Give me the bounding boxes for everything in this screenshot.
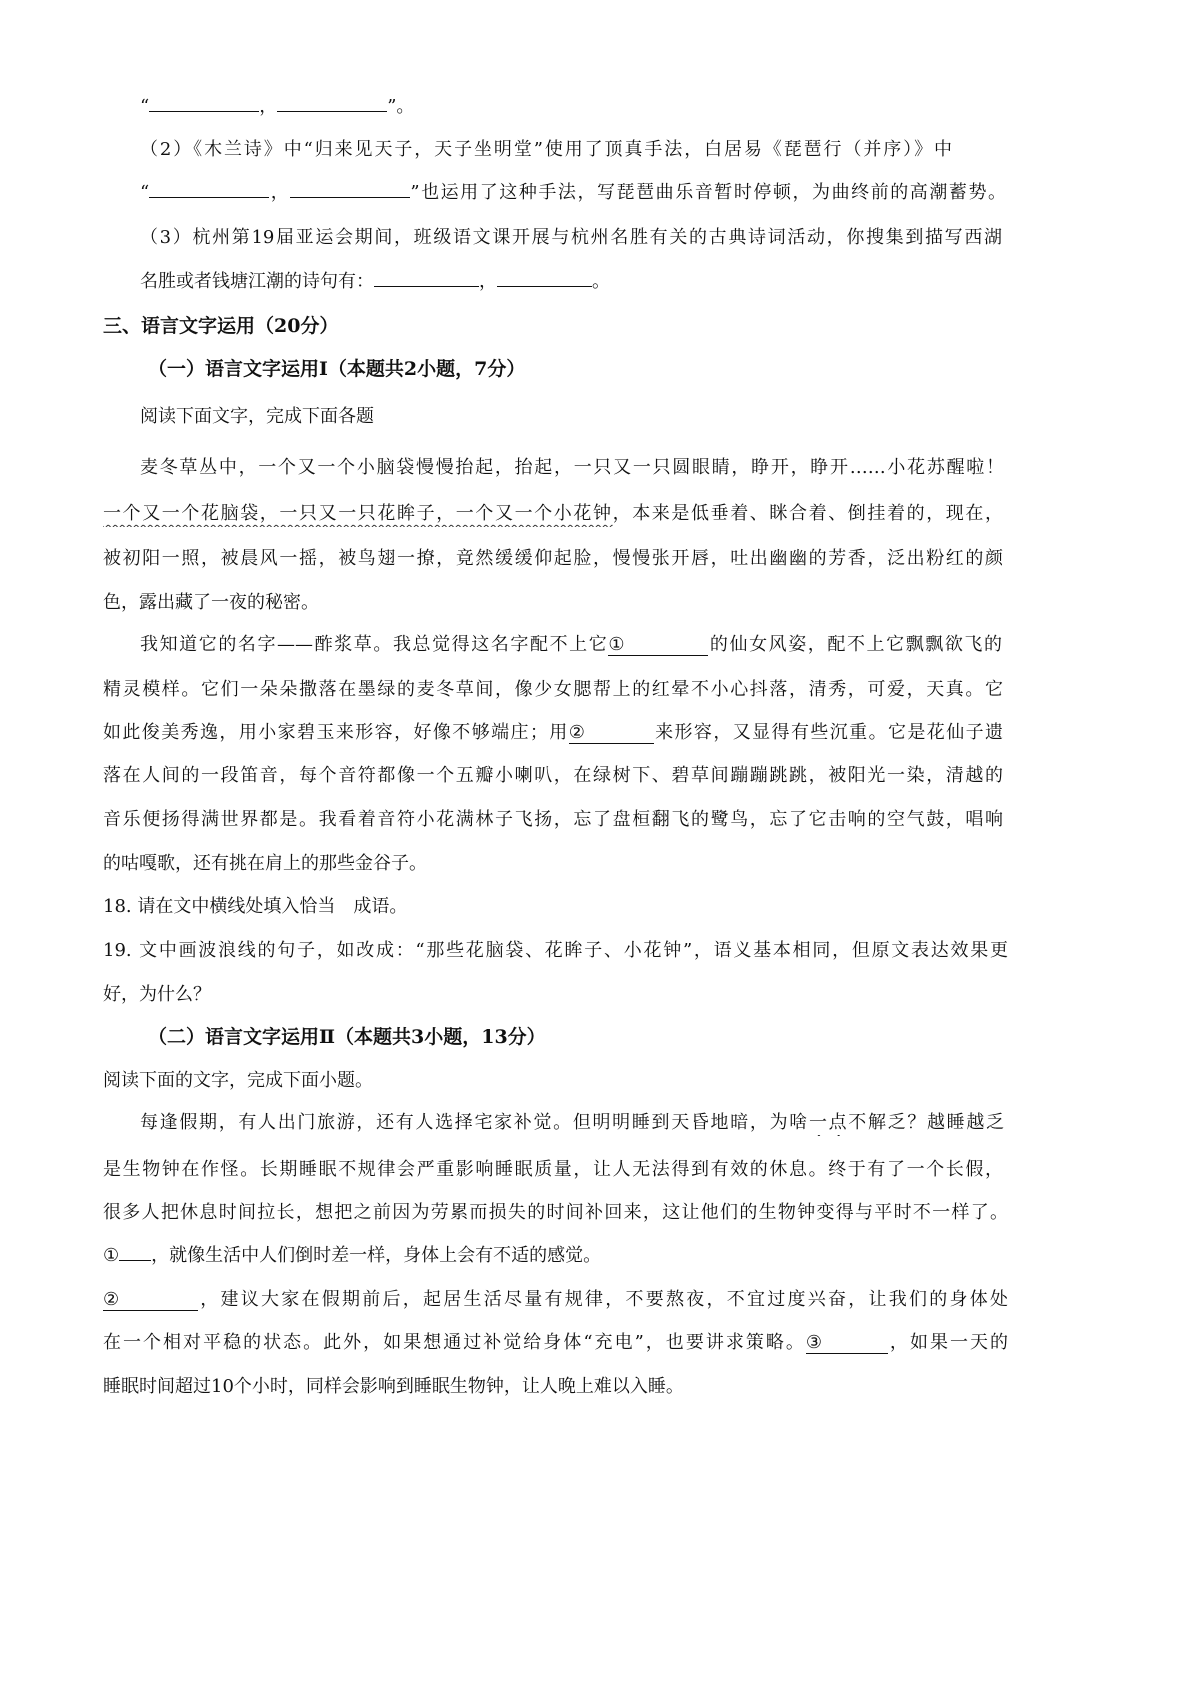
text-line	[103, 1330, 1008, 1356]
text-segment: 阅读下面的文字，完成下面小题。	[103, 1070, 373, 1091]
text-line	[140, 94, 414, 120]
text-segment: 被初阳一照，被晨风一摇，被鸟翅一撩，竟然缓缓仰起脸，慢慢张开唇，吐出幽幽的芳香，泛出粉红的颜	[103, 548, 1003, 569]
text-line	[103, 677, 1003, 703]
text-segment: 18. 请在文中横线处填入恰当 成语。	[103, 896, 408, 917]
text-line	[140, 225, 1002, 251]
text-line	[103, 1243, 601, 1269]
text-segment: 麦冬草丛中，一个又一个小脑袋慢慢抬起，抬起，一只又一只圆眼睛，睁开，睁开……小花苏醒啦！	[140, 457, 1004, 478]
text-segment: 名胜或者钱塘江潮的诗句有：	[140, 271, 374, 292]
text-segment: （3）杭州第19届亚运会期间，班级语文课开展与杭州名胜有关的古典诗词活动，你搜集到描写西湖	[140, 227, 1002, 248]
text-line	[103, 1374, 684, 1400]
text-segment: 不解乏？越睡越乏	[848, 1112, 1004, 1133]
text-segment: ，本来是低垂着、眯合着、倒挂着的，现在，	[612, 503, 1003, 524]
text-line	[103, 894, 407, 920]
text-segment: 音乐便扬得满世界都是。我看着音符小花满林子飞扬，忘了盘桓翻飞的鹭鸟，忘了它击响的空气鼓，唱响	[103, 809, 1003, 830]
text-line	[103, 720, 1003, 746]
text-segment: （一）语言文字运用Ⅰ（本题共2小题，7分）	[148, 358, 526, 380]
text-segment: 阅读下面文字，完成下面各题	[140, 406, 374, 427]
text-segment: ，就像生活中人们倒时差一样，身体上会有不适的感觉。	[151, 1245, 602, 1266]
text-line	[103, 763, 1003, 789]
fill-in-blank	[497, 286, 592, 287]
text-segment: ，	[259, 96, 278, 117]
text-segment: ①	[103, 1245, 120, 1266]
fill-in-blank	[374, 286, 479, 287]
text-segment: 是生物钟在作怪。长期睡眠不规律会严重影响睡眠质量，让人无法得到有效的休息。终于有了一个长假，	[103, 1159, 1003, 1180]
text-line	[140, 404, 374, 430]
section-heading	[103, 313, 338, 339]
text-segment: 好，为什么？	[103, 984, 211, 1005]
text-segment: 很多人把休息时间拉长，想把之前因为劳累而损失的时间补回来，这让他们的生物钟变得与平时不一样了。	[103, 1202, 1008, 1223]
section-heading	[148, 356, 525, 382]
text-segment: ”。	[387, 96, 415, 117]
text-line	[103, 546, 1003, 572]
text-line	[103, 501, 1003, 527]
text-segment: ，	[479, 271, 497, 292]
text-line	[103, 1068, 373, 1094]
text-segment: 19. 文中画波浪线的句子，如改成：“那些花脑袋、花眸子、小花钟”，语义基本相同，但原文表达效果更	[103, 940, 1008, 961]
wavy-underlined-sentence: 一个又一个花脑袋，一只又一只花眸子，一个又一个小花钟	[103, 503, 613, 524]
emphasis-dotted-text: 一点	[808, 1112, 849, 1133]
text-line	[140, 137, 952, 163]
text-segment: 的咕嘎歌，还有挑在肩上的那些金谷子。	[103, 853, 427, 874]
text-segment: 色，露出藏了一夜的秘密。	[103, 592, 319, 613]
text-segment: 三、语言文字运用（20分）	[103, 315, 339, 337]
text-segment: ，建议大家在假期前后，起居生活尽量有规律，不要熬夜，不宜过度兴奋，让我们的身体处	[198, 1289, 1008, 1310]
text-line	[103, 1200, 1008, 1226]
text-line	[103, 1287, 1008, 1313]
text-line	[140, 180, 1006, 206]
text-line	[103, 851, 427, 877]
text-segment: ”也运用了这种手法，写琵琶曲乐音暂时停顿，为曲终前的高潮蓄势。	[410, 182, 1006, 203]
text-line	[140, 269, 610, 295]
fill-in-blank	[290, 197, 410, 198]
text-segment: “	[140, 96, 150, 117]
text-segment: 每逢假期，有人出门旅游，还有人选择宅家补觉。但明明睡到天昏地暗，为啥	[140, 1112, 809, 1133]
fill-in-blank: ②	[103, 1290, 198, 1311]
text-segment: （二）语言文字运用Ⅱ（本题共3小题，13分）	[148, 1026, 546, 1048]
fill-in-blank: ③	[806, 1333, 888, 1354]
fill-in-blank	[119, 1260, 151, 1261]
text-segment: ，如果一天的	[887, 1332, 1008, 1353]
fill-in-blank: ①	[608, 635, 708, 656]
section-heading	[148, 1024, 546, 1050]
text-segment: 我知道它的名字——酢浆草。我总觉得这名字配不上它	[140, 634, 609, 655]
fill-in-blank	[149, 111, 259, 112]
text-segment: 睡眠时间超过10个小时，同样会影响到睡眠生物钟，让人晚上难以入睡。	[103, 1376, 684, 1397]
text-segment: ，	[269, 182, 291, 203]
text-line	[103, 982, 211, 1008]
text-segment: （2）《木兰诗》中“归来见天子，天子坐明堂”使用了顶真手法，白居易《琵琶行（并序）》中	[140, 139, 952, 160]
text-line	[140, 455, 1004, 481]
text-line	[103, 938, 1008, 964]
text-segment: “	[140, 182, 150, 203]
fill-in-blank: ②	[569, 723, 654, 744]
text-line	[103, 1157, 1003, 1183]
text-line	[140, 632, 1002, 658]
text-segment: 的仙女风姿，配不上它飘飘欲飞的	[708, 634, 1002, 655]
text-line	[103, 590, 319, 616]
text-line	[140, 1110, 1004, 1136]
text-segment: 来形容，又显得有些沉重。它是花仙子遗	[653, 722, 1003, 743]
text-segment: 。	[592, 271, 610, 292]
fill-in-blank	[277, 111, 387, 112]
text-segment: 落在人间的一段笛音，每个音符都像一个五瓣小喇叭，在绿树下、碧草间蹦蹦跳跳，被阳光一染，清越的	[103, 765, 1003, 786]
text-segment: 如此俊美秀逸，用小家碧玉来形容，好像不够端庄；用	[103, 722, 569, 743]
fill-in-blank	[149, 197, 269, 198]
text-segment: 在一个相对平稳的状态。此外，如果想通过补觉给身体“充电”，也要讲求策略。	[103, 1332, 806, 1353]
text-line	[103, 807, 1003, 833]
text-segment: 精灵模样。它们一朵朵撒落在墨绿的麦冬草间，像少女腮帮上的红晕不小心抖落，清秀，可爱，天真。它	[103, 679, 1003, 700]
